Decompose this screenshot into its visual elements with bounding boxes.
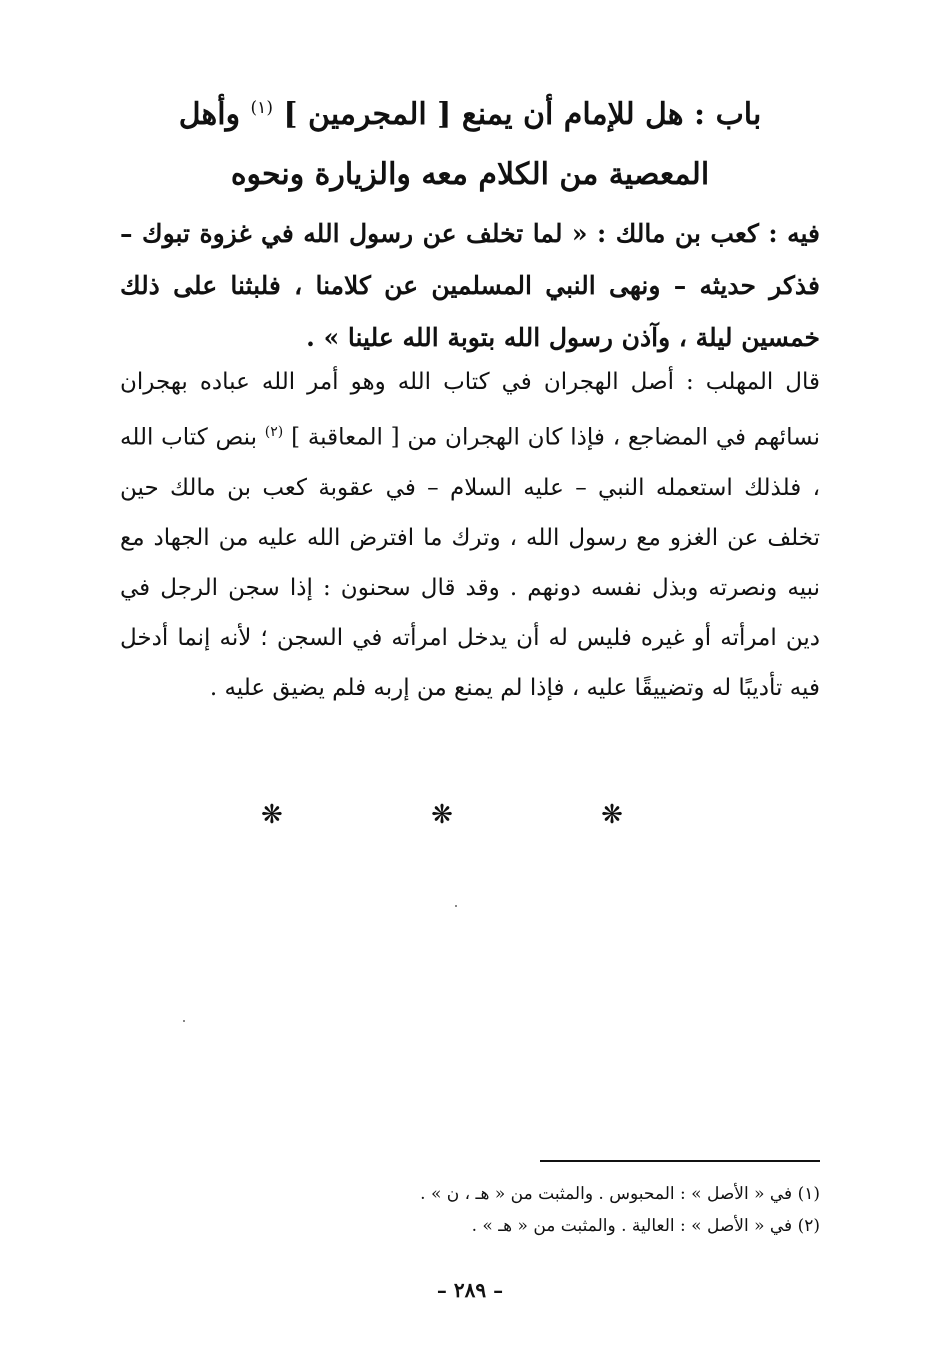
asterisk-icon: ❋ <box>261 800 339 830</box>
chapter-title-line1: باب : هل للإمام أن يمنع [ المجرمين ] $^{(١)}$ وأهل <box>178 97 762 132</box>
hadith-text: فيه : كعب بن مالك : « لما تخلف عن رسول الله في غزوة تبوك – فذكر حديثه – ونهى النبي المسلمين عن كلامنا ، فلبثنا على ذلك خمسين ليلة ، وآذن رسول الله بتوبة الله علينا » . <box>120 219 820 352</box>
section-separator <box>0 800 940 830</box>
asterisk-icon: ❋ <box>601 800 679 830</box>
footnote-ref-2: (٢) <box>264 424 284 440</box>
scan-speck <box>455 905 457 907</box>
page-number: – ٢٨٩ – <box>436 1278 504 1302</box>
footnote-2: (٢) في « الأصل » : العالية . والمثبت من « هـ » . <box>471 1216 820 1236</box>
scan-speck <box>183 1020 185 1022</box>
footnote-1: (١) في « الأصل » : المحبوس . والمثبت من « هـ ، ن » . <box>420 1184 820 1204</box>
chapter-title-line2: المعصية من الكلام معه والزيارة ونحوه <box>230 157 710 192</box>
footnote-ref-1: (١) <box>250 98 273 118</box>
footnotes <box>120 1178 820 1242</box>
footnote-divider <box>540 1160 820 1162</box>
commentary-text: قال المهلب : أصل الهجران في كتاب الله وهو أمر الله عباده بهجران نسائهم في المضاجع ، فإذا كان الهجران من [ المعاقبة ] $^{(٢)}$ بنص كتاب الله ، فلذلك استعمله النبي – عليه السلام – في عقوبة كعب بن مالك حين تخلف عن الغزو مع رسول الله ، وترك ما افترض الله عليه من الجهاد مع نبيه ونصرته وبذل نفسه دونهم . وقد قال سحنون : إذا سجن الرجل في دين امرأته أو غيره فليس له أن يدخل امرأته في السجن ؛ لأنه إنما أدخل فيه تأديبًا له وتضييقًا عليه ، فإذا لم يمنع من إربه فلم يضيق عليه . <box>120 369 821 701</box>
chapter-title <box>150 78 790 205</box>
asterisk-icon: ❋ <box>431 800 509 830</box>
